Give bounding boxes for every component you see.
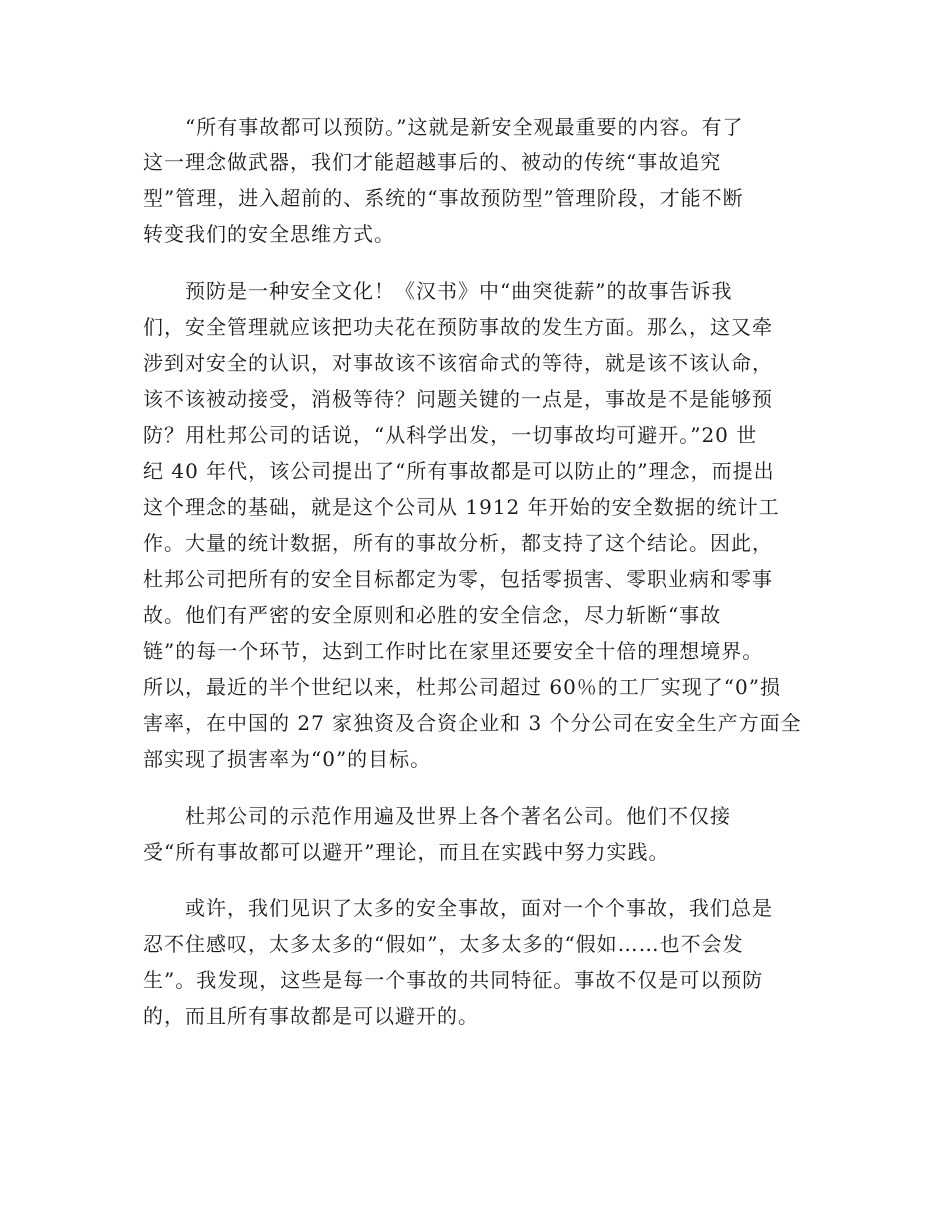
paragraph-2-line-6: 纪 40 年代，该公司提出了“所有事故都是可以防止的”理念，而提出 xyxy=(143,459,775,483)
paragraph-4-line-2: 忍不住感叹，太多太多的“假如”，太多太多的“假如……也不会发 xyxy=(143,932,744,956)
paragraph-4-line-1: 或许，我们见识了太多的安全事故，面对一个个事故，我们总是 xyxy=(185,896,773,920)
paragraph-2-line-8: 作。大量的统计数据，所有的事故分析，都支持了这个结论。因此， xyxy=(143,531,773,555)
paragraph-4-line-3: 生”。我发现，这些是每一个事故的共同特征。事故不仅是可以预防 xyxy=(143,968,764,992)
paragraph-2-line-5: 防？用杜邦公司的话说，“从科学出发，一切事故均可避开。”20 世 xyxy=(143,423,758,447)
paragraph-2-line-7: 这个理念的基础，就是这个公司从 1912 年开始的安全数据的统计工 xyxy=(143,495,780,519)
paragraph-2-line-9: 杜邦公司把所有的安全目标都定为零，包括零损害、零职业病和零事 xyxy=(143,567,773,591)
paragraph-2-line-1: 预防是一种安全文化！《汉书》中“曲突徙薪”的故事告诉我 xyxy=(185,279,733,303)
paragraph-2-line-3: 涉到对安全的认识，对事故该不该宿命式的等待，就是该不该认命， xyxy=(143,351,773,375)
paragraph-2-line-2: 们，安全管理就应该把功夫花在预防事故的发生方面。那么，这又牵 xyxy=(143,315,773,339)
paragraph-2-line-13: 害率，在中国的 27 家独资及合资企业和 3 个分公司在安全生产方面全 xyxy=(143,711,802,735)
paragraph-3-line-1: 杜邦公司的示范作用遍及世界上各个著名公司。他们不仅接 xyxy=(185,804,731,828)
paragraph-1-line-2: 这一理念做武器，我们才能超越事后的、被动的传统“事故追究 xyxy=(143,150,722,174)
paragraph-2-line-10: 故。他们有严密的安全原则和必胜的安全信念，尽力斩断“事故 xyxy=(143,603,722,627)
paragraph-1-line-3: 型”管理，进入超前的、系统的“事故预防型”管理阶段，才能不断 xyxy=(143,186,744,210)
paragraph-4-line-4: 的，而且所有事故都是可以避开的。 xyxy=(143,1004,479,1028)
paragraph-1-line-1: “所有事故都可以预防。”这就是新安全观最重要的内容。有了 xyxy=(185,115,744,139)
paragraph-3-line-2: 受“所有事故都可以避开”理论，而且在实践中努力实践。 xyxy=(143,840,670,864)
paragraph-2-line-11: 链”的每一个环节，达到工作时比在家里还要安全十倍的理想境界。 xyxy=(143,639,764,663)
paragraph-2-line-4: 该不该被动接受，消极等待？问题关键的一点是，事故是不是能够预 xyxy=(143,387,773,411)
paragraph-1-line-4: 转变我们的安全思维方式。 xyxy=(143,222,395,246)
paragraph-2-line-12: 所以，最近的半个世纪以来，杜邦公司超过 60％的工厂实现了“0”损 xyxy=(143,675,781,699)
paragraph-2-line-14: 部实现了损害率为“0”的目标。 xyxy=(143,747,432,771)
